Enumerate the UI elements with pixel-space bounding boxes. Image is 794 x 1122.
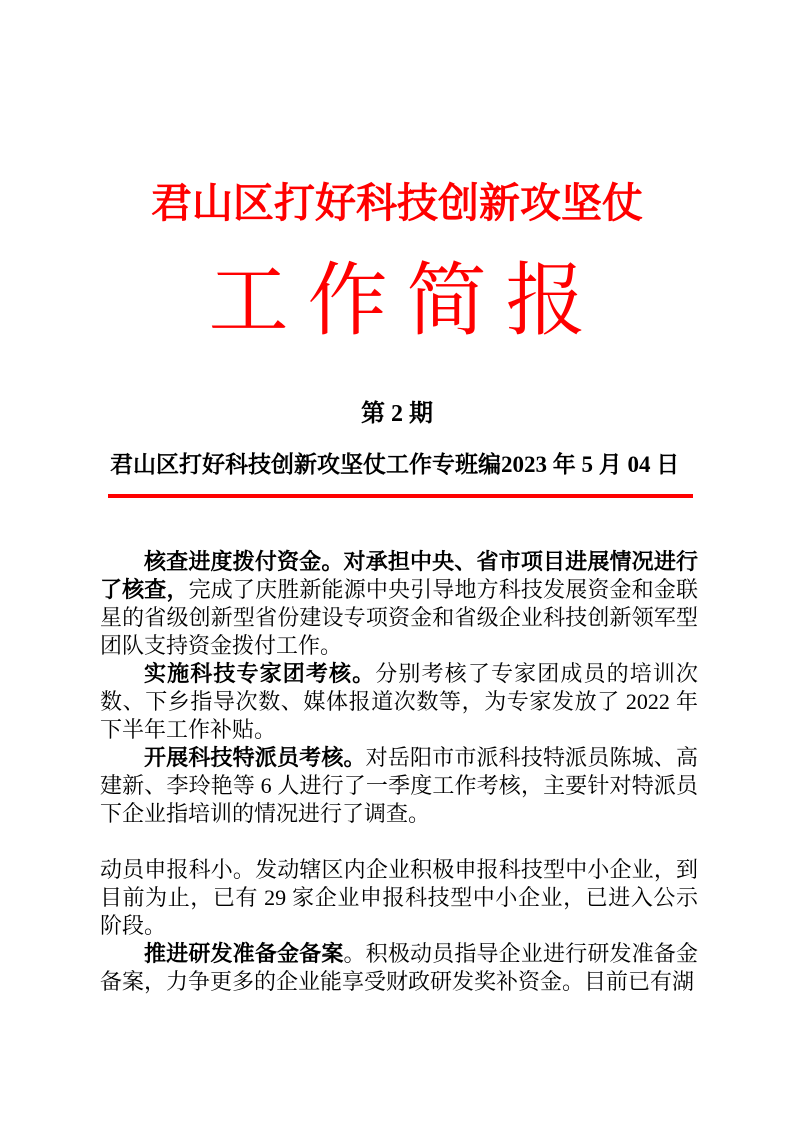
paragraph-lead: 核查进度拨付资金。对承担中央、省市项目进展情况进行了核查， (100, 549, 698, 602)
paragraph-text: 。积极动员指导企业进行研发准备金备案，力争更多的企业能享受财政研发奖补资金。目前已有湖 (100, 941, 698, 994)
document-body (100, 548, 698, 996)
paragraph-lead: 开展科技特派员考核。 (144, 745, 366, 770)
paragraph-sme-declaration (100, 856, 698, 940)
masthead-title: 君山区打好科技创新攻坚仗 (151, 180, 643, 226)
issue-date: 2023 年 5 月 04 日 (501, 452, 680, 477)
paragraph-text: 动员申报科小。发动辖区内企业积极申报科技型中小企业，到目前为止，已有 29 家企业申报科技型中小企业，已进入公示阶段。 (100, 857, 698, 938)
paragraph-text: 分别考核了专家团成员的培训次数、下乡指导次数、媒体报道次数等，为专家发放了 2022 年下半年工作补贴。 (100, 661, 698, 742)
issue-number: 第 2 期 (361, 401, 433, 427)
editor-row (110, 450, 680, 480)
paragraph-lead: 实施科技专家团考核。 (144, 661, 376, 686)
paragraph-commissioner-review (100, 744, 698, 828)
masthead-subtitle: 工作简报 (208, 258, 605, 346)
paragraph-rnd-reserve-filing (100, 940, 698, 996)
paragraph-verify-funds (100, 548, 698, 660)
paragraph-text: 对岳阳市市派科技特派员陈城、高建新、李玲艳等 6 人进行了一季度工作考核，主要针对特派员下企业指培训的情况进行了调查。 (100, 745, 698, 826)
paragraph-expert-team-review (100, 660, 698, 744)
editor-name: 君山区打好科技创新攻坚仗工作专班编 (110, 452, 501, 477)
paragraph-text: 完成了庆胜新能源中央引导地方科技发展资金和金联星的省级创新型省份建设专项资金和省级企业科技创新领军型团队支持资金拨付工作。 (100, 577, 698, 658)
masthead-divider-rule (108, 494, 693, 498)
paragraph-lead: 推进研发准备金备案 (144, 941, 344, 966)
